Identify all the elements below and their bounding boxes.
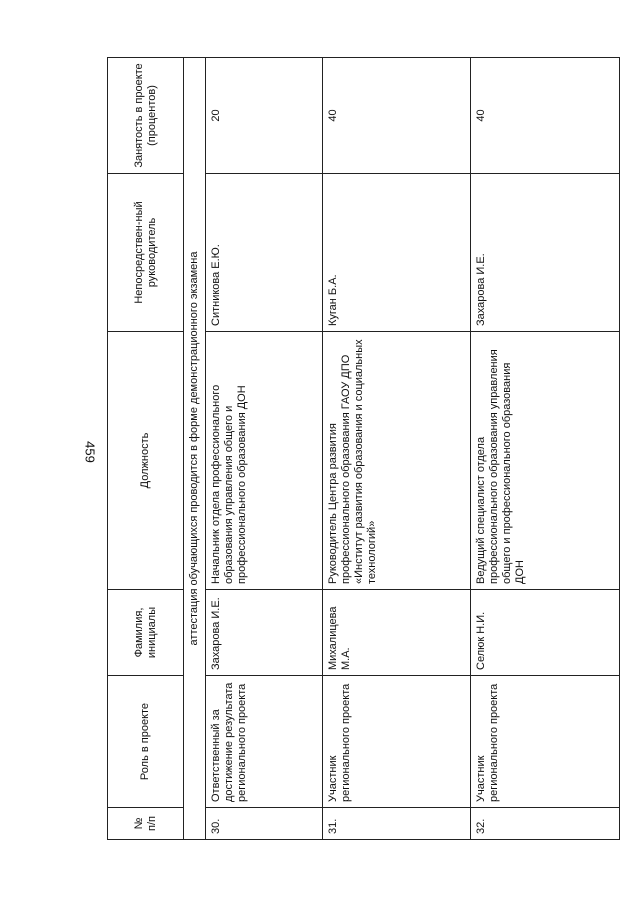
- row-name: Михалицева М.А.: [322, 590, 471, 676]
- row-load: 40: [322, 58, 471, 174]
- row-num: 31.: [322, 808, 471, 840]
- row-role: Участник регионального проекта: [471, 676, 620, 808]
- section-title: аттестация обучающихся проводится в форме демонстрационного экзамена: [184, 58, 206, 840]
- header-name: Фамилия, инициалы: [108, 590, 184, 676]
- header-position: Должность: [108, 332, 184, 590]
- row-num: 30.: [206, 808, 323, 840]
- row-load: 20: [206, 58, 323, 174]
- row-manager: Захарова И.Е.: [471, 174, 620, 332]
- row-position: Ведущий специалист отдела профессионального образования управления общего и профессионального образования ДОН: [471, 332, 620, 590]
- row-position: Руководитель Центра развития профессионального образования ГАОУ ДПО «Институт развития образования и социальных технологий»: [322, 332, 471, 590]
- row-manager: Ситникова Е.Ю.: [206, 174, 323, 332]
- header-num: № п/п: [108, 808, 184, 840]
- row-name: Селюк Н.И.: [471, 590, 620, 676]
- table-row: [322, 58, 471, 840]
- row-load: 40: [471, 58, 620, 174]
- header-load: Занятость в проекте (процентов): [108, 58, 184, 174]
- row-role: Ответственный за достижение результата регионального проекта: [206, 676, 323, 808]
- rotated-table-container: [107, 58, 620, 840]
- table-header-row: [108, 58, 184, 840]
- header-manager: Непосредствен-ный руководитель: [108, 174, 184, 332]
- row-num: 32.: [471, 808, 620, 840]
- row-manager: Куган Б.А.: [322, 174, 471, 332]
- row-position: Начальник отдела профессионального образования управления общего и профессионального образования ДОН: [206, 332, 323, 590]
- row-role: Участник регионального проекта: [322, 676, 471, 808]
- page-number: 459: [82, 441, 98, 463]
- header-role: Роль в проекте: [108, 676, 184, 808]
- project-staff-table: [107, 57, 620, 840]
- section-row: [184, 58, 206, 840]
- row-name: Захарова И.Е.: [206, 590, 323, 676]
- table-row: [206, 58, 323, 840]
- table-row: [471, 58, 620, 840]
